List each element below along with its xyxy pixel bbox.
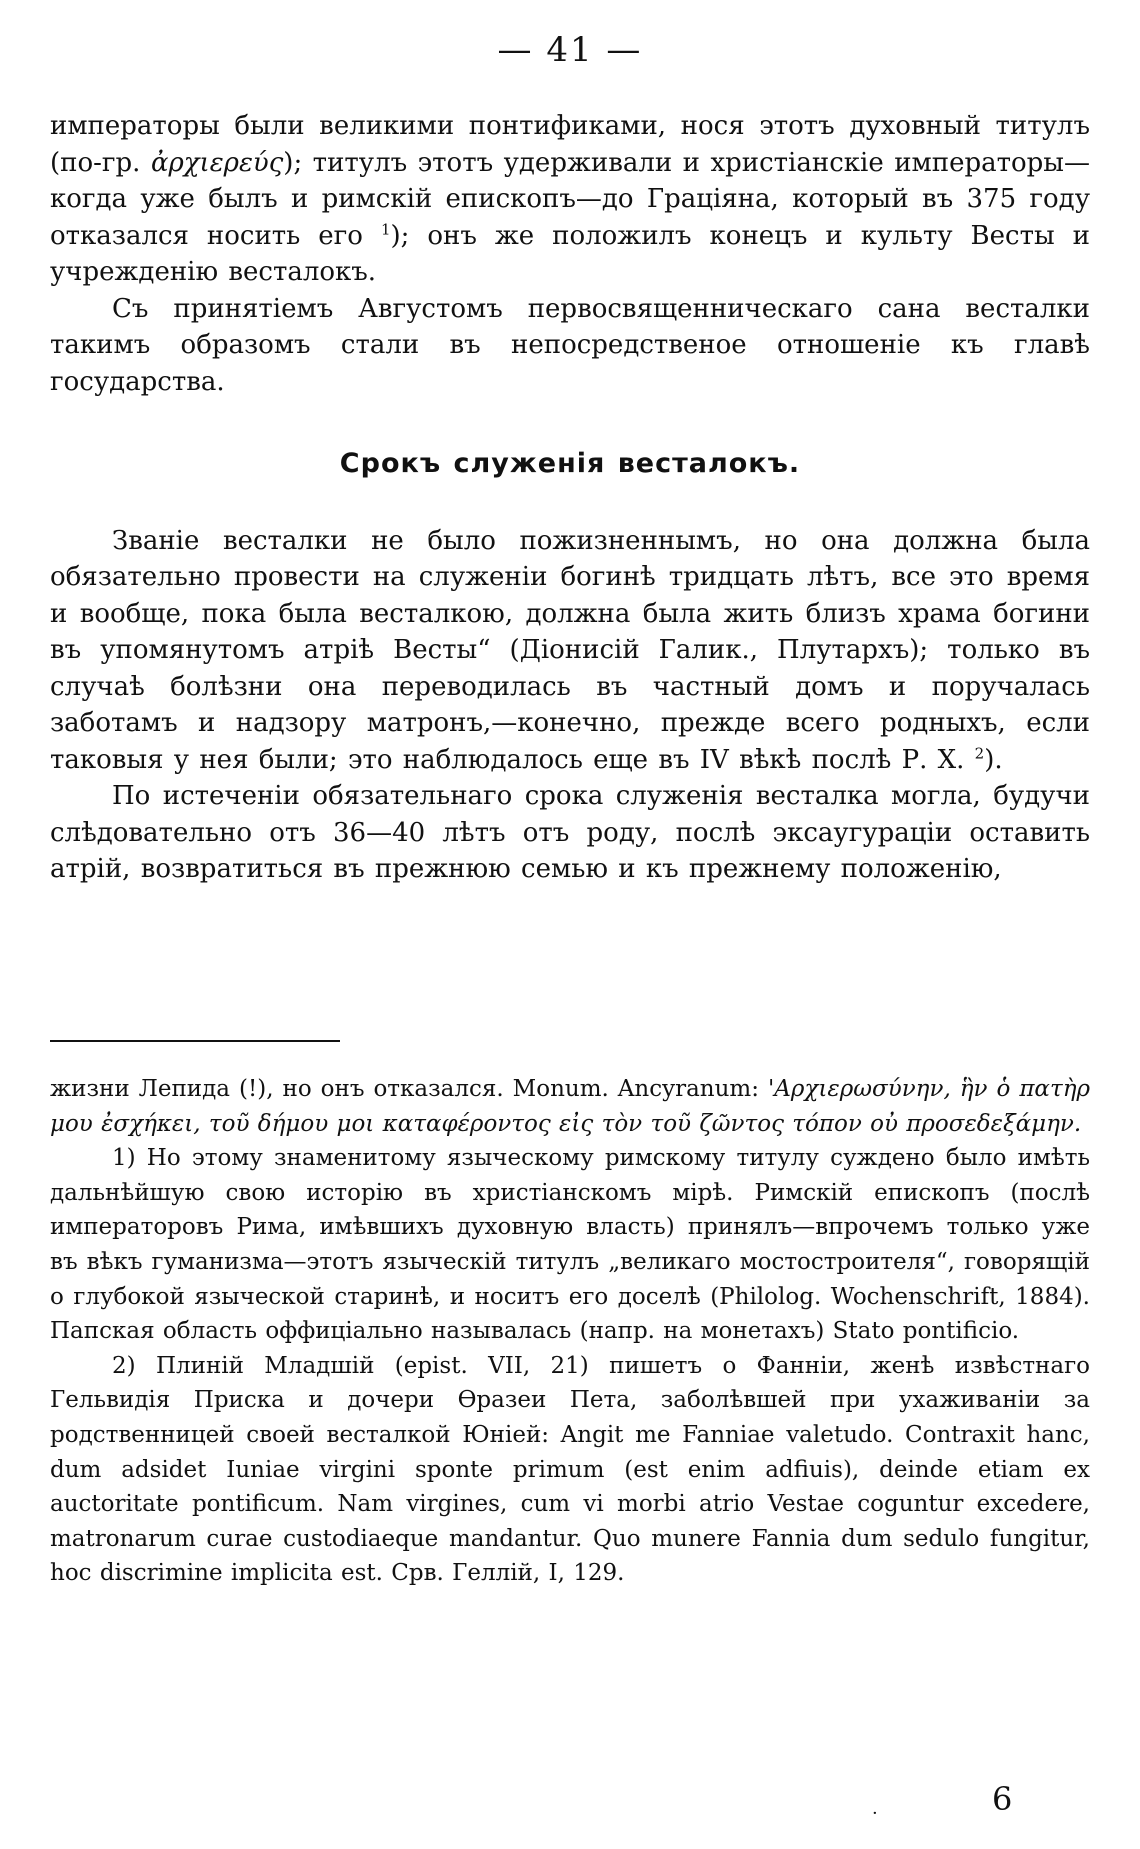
footnote-2 [50, 1349, 1090, 1591]
footnote-continuation [50, 1072, 1090, 1141]
printer-mark: · [872, 1803, 878, 1824]
footnote-2-text: ) Плиній Младшій (epist. VII, 21) пишетъ о Фанніи, женѣ извѣстнаго Гельвидія Приска и дочери Өразеи Пета, заболѣвшей при ухаживаніи за родственницей своей весталкой Юніей: Angit me Fanniae valetudo. Contraxit hanc, dum adsidet Iuniae virgini sponte primum (est enim adfiuis), deinde etiam ex auctoritate pontificum. Nam virgines, cum vi morbi atrio Vestae coguntur excedere, matronarum curae custodiaeque mandantur. Quo munere Fannia dum sedulo fungitur, hoc discrimine implicita est. Срв. Геллій, I, 129. [50, 1352, 1090, 1587]
footnote-1 [50, 1141, 1090, 1349]
paragraph-1-part-3: ); онъ же положилъ конецъ и культу Весты и учрежденію весталокъ. [50, 220, 1090, 287]
paragraph-1-part-2: ); титулъ этотъ удерживали и христіанскіе императоры—когда уже былъ и римскій епископъ—до Граціяна, который въ 375 году отказался носить его [50, 147, 1090, 251]
footnotes [50, 1072, 1090, 1591]
footnote-ref-2[interactable]: 2 [974, 743, 985, 762]
section-heading: Срокъ служенія весталокъ. [339, 448, 801, 479]
page-number-header: — 41 — [497, 30, 643, 70]
greek-term: ἀρχιερεύς [150, 147, 284, 178]
paragraph-3-part-2: ). [984, 744, 1003, 775]
paragraph-4: По истеченіи обязательнаго срока служенія весталка могла, будучи слѣдовательно отъ 36—40 лѣтъ отъ роду, послѣ эксаугураціи оставить атрій, возвратиться въ прежнюю семью и къ прежнему положенію, [50, 781, 1090, 884]
paragraph-1 [50, 108, 1090, 291]
greek-quotation: 'Αρχιερωσύνην, ἣν ὁ πατὴρ μου ἐσχήκει, τοῦ δήμου μοι καταφέροντος εἰς τὸν τοῦ ζῶντος τόπον οὐ προσεδεξάμην. [50, 1076, 1090, 1137]
paragraph-3 [50, 523, 1090, 779]
footnote-2-marker: 2 [112, 1352, 127, 1379]
paragraph-3-part-1: Званіе весталки не было пожизненнымъ, но она должна была обязательно провести на служеніи богинѣ тридцать лѣтъ, все это время и вообще, пока была весталкою, должна была жить близъ храма богини въ упомянутомъ атріѣ Весты“ (Діонисій Галик., Плутархъ); только въ случаѣ болѣзни она переводилась въ частный домъ и поручалась заботамъ и надзору матронъ,—конечно, прежде всего родныхъ, если таковыя у нея были; это наблюдалось еще въ IV вѣкѣ послѣ Р. Х. [50, 525, 1090, 775]
footnote-continuation-text: жизни Лепида (!), но онъ отказался. Monum. Ancyranum: [50, 1076, 768, 1102]
main-text [50, 108, 1090, 888]
paragraph-1-part-1: императоры были великими понтификами, нося этотъ духовный титулъ (по-гр. [50, 111, 1090, 178]
footnote-1-marker: 1 [112, 1145, 127, 1172]
footnote-1-text: ) Но этому знаменитому языческому римскому титулу суждено было имѣть дальнѣйшую свою исторію въ христіанскомъ мірѣ. Римскій епископъ (послѣ императоровъ Рима, имѣвшихъ духовную власть) принялъ—впрочемъ только уже въ вѣкъ гуманизма—этотъ языческій титулъ „великаго мостостроителя“, говорящій о глубокой языческой старинѣ, и носитъ его доселѣ (Philolog. Wochenschrift, 1884). Папская область оффиціально называлась (напр. на монетахъ) Stato pontificio. [50, 1145, 1090, 1345]
signature-number: 6 [992, 1780, 1013, 1818]
paragraph-2: Съ принятіемъ Августомъ первосвященническаго сана весталки такимъ образомъ стали въ непосредственое отношеніе къ главѣ государства. [50, 293, 1090, 397]
footnote-divider [50, 1040, 340, 1042]
footnote-ref-1[interactable]: 1 [380, 219, 391, 238]
